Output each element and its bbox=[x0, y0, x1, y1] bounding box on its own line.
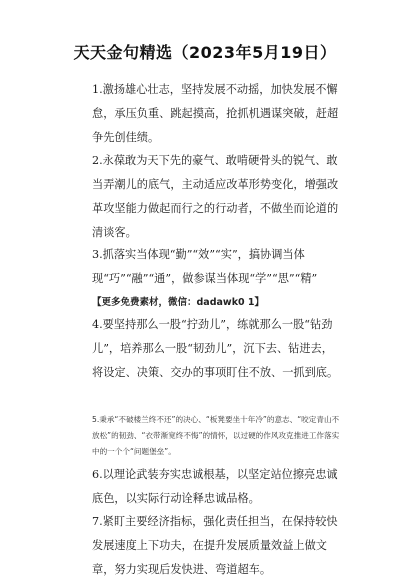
paragraph-5: 5.秉承“不破楼兰终不还”的决心、“板凳要坐十年冷”的意志、“咬定青山不放松”的韧劲、“衣带渐宽终不悔”的情怀，以过硬的作风攻克推进工作落实中的一个个“问题堡垒”。 bbox=[92, 415, 340, 456]
paragraph-3: 3.抓落实当体现“勤”“效”“实”，搞协调当体现“巧”“融”“通”，做参谋当体现“学”“思”“精” bbox=[92, 248, 318, 285]
paragraph-1: 1.激扬雄心壮志，坚持发展不动摇，加快发展不懈怠，承压负重、跳起摸高，抢抓机遇谋突破，赶超争先创佳绩。 bbox=[92, 83, 339, 144]
promo-note: 【更多免费素材，微信：dadawk0 1】 bbox=[92, 297, 265, 308]
paragraph-7: 7.紧盯主要经济指标，强化责任担当，在保持较快发展速度上下功夫，在提升发展质量效益上做文章，努力实现后发快进、弯道超车。 bbox=[92, 515, 338, 576]
document-title: 天天金句精选（2023年5月19日） bbox=[73, 43, 337, 62]
paragraph-4: 4.要坚持那么一股“拧劲儿”，练就那么一股“钻劲儿”，培养那么一股“韧劲儿”，沉下去、钻进去，将设定、决策、交办的事项盯住不放、一抓到底。 bbox=[92, 318, 339, 379]
paragraph-2: 2.永葆敢为天下先的豪气、敢啃硬骨头的锐气、敢当弄潮儿的底气，主动适应改革形势变化，增强改革攻坚能力做起而行之的行动者，不做坐而论道的清谈客。 bbox=[92, 154, 339, 239]
paragraph-6: 6.以理论武装夯实忠诚根基，以坚定站位擦亮忠诚底色，以实际行动诠释忠诚品格。 bbox=[92, 468, 338, 505]
